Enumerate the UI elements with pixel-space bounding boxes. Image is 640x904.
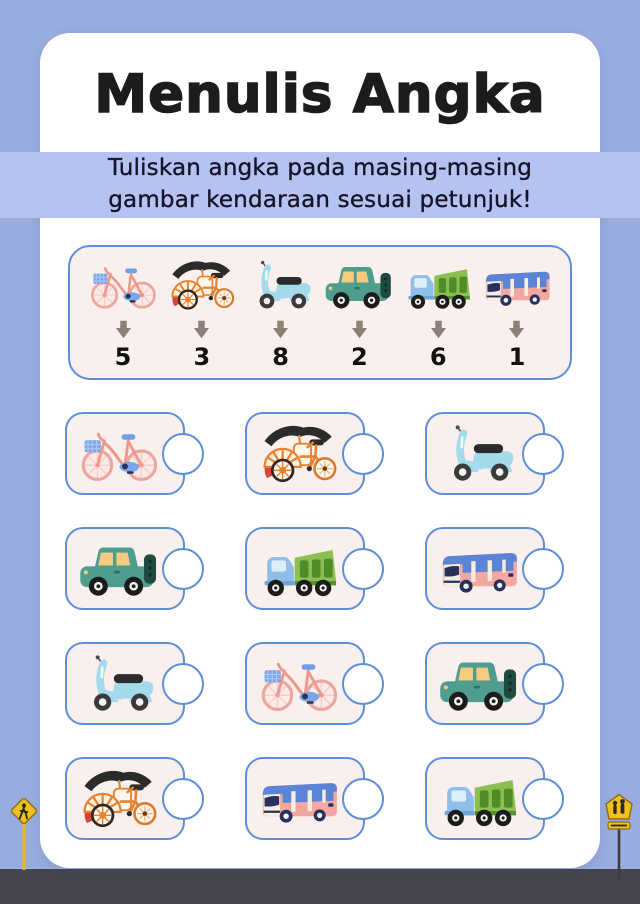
answer-circle[interactable] [342,778,384,820]
down-arrow-icon [192,317,211,342]
down-arrow-icon [507,317,526,342]
vehicle-card-jeep [425,642,545,725]
pedestrian-crossing-sign [8,796,40,870]
key-number: 6 [429,343,447,371]
worksheet-grid [65,412,545,840]
key-number: 5 [114,343,132,371]
answer-circle[interactable] [522,778,564,820]
answer-circle[interactable] [162,663,204,705]
key-item-becak [165,257,239,369]
card-vehicle-icon-bicycle [75,423,163,485]
key-vehicle-icon-becak [165,257,239,314]
instruction-banner [0,152,640,218]
answer-circle[interactable] [522,548,564,590]
key-number: 2 [351,343,368,371]
card-vehicle-icon-jeep [75,538,163,600]
card-vehicle-icon-bus [435,538,523,600]
vehicle-card-truck [425,757,545,840]
key-vehicle-icon-bicycle [86,257,160,314]
down-arrow-icon [350,317,369,342]
card-vehicle-icon-becak [255,423,343,485]
card-vehicle-icon-truck [255,538,343,600]
card-vehicle-icon-jeep [435,653,523,715]
down-arrow-icon [114,317,133,342]
card-vehicle-icon-bicycle [255,653,343,715]
vehicle-card-bus [245,757,365,840]
key-vehicle-icon-jeep [322,257,396,314]
vehicle-card-bicycle [245,642,365,725]
vehicle-card-truck [245,527,365,610]
instruction-line-1: Tuliskan angka pada masing-masing [107,155,533,182]
key-item-bus [480,257,554,369]
card-vehicle-icon-becak [75,768,163,830]
key-vehicle-icon-scooter [244,257,318,314]
card-vehicle-icon-scooter [435,423,523,485]
answer-circle[interactable] [522,663,564,705]
road [0,869,640,904]
key-item-bicycle [86,257,160,369]
vehicle-card-bus [425,527,545,610]
answer-key-box [68,245,572,380]
vehicle-card-scooter [425,412,545,495]
key-vehicle-icon-truck [401,257,475,314]
instruction-line-2: gambar kendaraan sesuai petunjuk! [108,187,532,213]
answer-circle[interactable] [342,548,384,590]
key-item-scooter [244,257,318,369]
key-item-truck [401,257,475,369]
page-title: Menulis Angka [94,64,546,125]
key-item-jeep [322,257,396,369]
key-number: 3 [193,343,211,371]
vehicle-card-bicycle [65,412,185,495]
down-arrow-icon [429,317,448,342]
key-number: 8 [272,343,289,371]
vehicle-card-becak [245,412,365,495]
vehicle-card-scooter [65,642,185,725]
school-crossing-sign [604,793,634,879]
answer-circle[interactable] [162,778,204,820]
card-vehicle-icon-truck [435,768,523,830]
answer-circle[interactable] [342,663,384,705]
answer-circle[interactable] [162,548,204,590]
answer-circle[interactable] [342,433,384,475]
answer-circle[interactable] [162,433,204,475]
card-vehicle-icon-scooter [75,653,163,715]
down-arrow-icon [271,317,290,342]
vehicle-card-becak [65,757,185,840]
key-number: 1 [508,343,526,371]
key-vehicle-icon-bus [480,257,554,314]
vehicle-card-jeep [65,527,185,610]
card-vehicle-icon-bus [255,768,343,830]
answer-circle[interactable] [522,433,564,475]
